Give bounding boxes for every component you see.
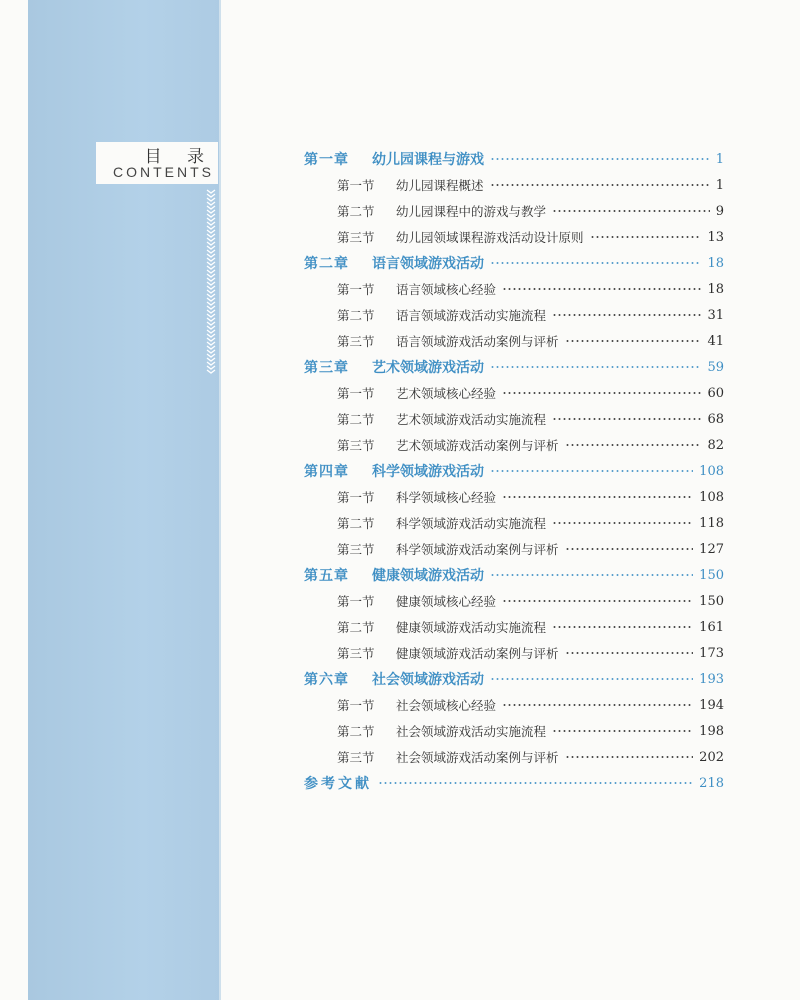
- toc-entry-number: 第三章: [304, 360, 349, 376]
- chevron-mark: [207, 210, 215, 213]
- toc-entry-title: 语言领域核心经验: [396, 282, 497, 297]
- toc-entry-number: 第一节: [337, 594, 375, 609]
- toc-page-number: 118: [699, 515, 724, 531]
- toc-entry-number: 第三节: [337, 750, 375, 765]
- toc-section-entry[interactable]: [304, 588, 724, 614]
- toc-page-number: 173: [699, 645, 724, 661]
- chevron-mark: [207, 222, 215, 225]
- toc-page-number: 193: [699, 671, 724, 687]
- dot-leader: [565, 756, 694, 758]
- chevron-mark: [207, 226, 215, 229]
- chevron-mark: [207, 242, 215, 245]
- dot-leader: [378, 782, 693, 784]
- toc-entry-number: 第四章: [304, 464, 349, 480]
- toc-page-number: 82: [707, 437, 724, 453]
- chevron-mark: [207, 238, 215, 241]
- toc-section-entry[interactable]: [304, 744, 724, 770]
- chevron-mark: [207, 362, 215, 365]
- dot-leader: [552, 522, 693, 524]
- chevron-mark: [207, 330, 215, 333]
- toc-section-entry[interactable]: [304, 484, 724, 510]
- toc-entry-title: 科学领域游戏活动: [372, 464, 484, 480]
- dot-leader: [502, 288, 701, 290]
- chevron-mark: [207, 190, 215, 193]
- toc-entry-number: 第二节: [337, 620, 375, 635]
- chevron-mark: [207, 306, 215, 309]
- toc-page-number: 31: [707, 307, 724, 323]
- toc-page-number: 198: [699, 723, 724, 739]
- toc-section-entry[interactable]: [304, 380, 724, 406]
- toc-entry-title: 语言领域游戏活动实施流程: [396, 308, 547, 323]
- toc-entry-number: 第一章: [304, 152, 349, 168]
- toc-page-number: 41: [707, 333, 724, 349]
- toc-entry-number: 第一节: [337, 386, 375, 401]
- toc-entry-number: 第三节: [337, 646, 375, 661]
- toc-section-entry[interactable]: [304, 718, 724, 744]
- toc-entry-number: 第三节: [337, 334, 375, 349]
- toc-entry-title: 参考文献: [304, 776, 372, 792]
- toc-section-entry[interactable]: [304, 536, 724, 562]
- toc-section-entry[interactable]: [304, 224, 724, 250]
- chevron-mark: [207, 278, 215, 281]
- toc-entry-title: 社会领域游戏活动案例与评析: [396, 750, 559, 765]
- chevron-mark: [207, 354, 215, 357]
- toc-chapter-entry[interactable]: [304, 666, 724, 692]
- dot-leader: [552, 730, 693, 732]
- toc-section-entry[interactable]: [304, 172, 724, 198]
- toc-page-number: 68: [707, 411, 724, 427]
- dot-leader: [502, 704, 693, 706]
- toc-entry-title: 艺术领域核心经验: [396, 386, 497, 401]
- toc-entry-title: 语言领域游戏活动: [372, 256, 484, 272]
- toc-page-number: 194: [699, 697, 724, 713]
- chevron-mark: [207, 282, 215, 285]
- chevron-mark: [207, 346, 215, 349]
- toc-entry-title: 艺术领域游戏活动实施流程: [396, 412, 547, 427]
- dot-leader: [590, 236, 702, 238]
- toc-section-entry[interactable]: [304, 510, 724, 536]
- toc-entry-title: 幼儿园课程概述: [396, 178, 484, 193]
- toc-page-number: 1: [715, 177, 724, 193]
- dot-leader: [490, 184, 710, 186]
- dot-leader: [490, 158, 710, 160]
- toc-entry-number: 第一节: [337, 282, 375, 297]
- dot-leader: [490, 574, 693, 576]
- toc-page-number: 13: [707, 229, 724, 245]
- toc-entry-title: 健康领域游戏活动案例与评析: [396, 646, 559, 661]
- toc-page-number: 18: [707, 281, 724, 297]
- chevron-mark: [207, 198, 215, 201]
- toc-entry-number: 第二章: [304, 256, 349, 272]
- chevron-mark: [207, 302, 215, 305]
- chevron-decoration-icon: [204, 188, 218, 378]
- chevron-mark: [207, 218, 215, 221]
- toc-section-entry[interactable]: [304, 328, 724, 354]
- toc-entry-number: 第三节: [337, 542, 375, 557]
- chevron-mark: [207, 262, 215, 265]
- toc-entry-title: 语言领域游戏活动案例与评析: [396, 334, 559, 349]
- chevron-mark: [207, 270, 215, 273]
- toc-section-entry[interactable]: [304, 276, 724, 302]
- dot-leader: [552, 314, 701, 316]
- toc-page-number: 1: [715, 151, 724, 167]
- toc-section-entry[interactable]: [304, 198, 724, 224]
- toc-entry-number: 第三节: [337, 230, 375, 245]
- toc-page-number: 150: [699, 593, 724, 609]
- toc-entry-title: 社会领域游戏活动实施流程: [396, 724, 547, 739]
- chevron-mark: [207, 350, 215, 353]
- toc-page-number: 9: [715, 203, 724, 219]
- dot-leader: [490, 470, 693, 472]
- dot-leader: [490, 366, 701, 368]
- chevron-mark: [207, 290, 215, 293]
- chevron-mark: [207, 234, 215, 237]
- toc-entry-number: 第二节: [337, 204, 375, 219]
- toc-page-number: 202: [699, 749, 724, 765]
- chevron-mark: [207, 322, 215, 325]
- toc-entry-title: 科学领域游戏活动案例与评析: [396, 542, 559, 557]
- toc-entry-title: 艺术领域游戏活动案例与评析: [396, 438, 559, 453]
- toc-chapter-entry[interactable]: [304, 458, 724, 484]
- toc-section-entry[interactable]: [304, 614, 724, 640]
- chevron-mark: [207, 370, 215, 373]
- toc-references-entry[interactable]: [304, 770, 724, 796]
- chevron-mark: [207, 334, 215, 337]
- dot-leader: [565, 548, 694, 550]
- dot-leader: [502, 496, 693, 498]
- toc-section-entry[interactable]: [304, 302, 724, 328]
- toc-page-number: 161: [699, 619, 724, 635]
- chevron-mark: [207, 258, 215, 261]
- chevron-mark: [207, 358, 215, 361]
- toc-entry-number: 第二节: [337, 516, 375, 531]
- chevron-mark: [207, 266, 215, 269]
- chevron-mark: [207, 286, 215, 289]
- toc-entry-number: 第三节: [337, 438, 375, 453]
- toc-chapter-entry[interactable]: [304, 354, 724, 380]
- chevron-mark: [207, 314, 215, 317]
- chevron-mark: [207, 206, 215, 209]
- chevron-mark: [207, 342, 215, 345]
- toc-page-number: 18: [707, 255, 724, 271]
- dot-leader: [565, 652, 694, 654]
- toc-chapter-entry[interactable]: [304, 562, 724, 588]
- chevron-mark: [207, 310, 215, 313]
- toc-page-number: 218: [699, 775, 724, 791]
- chevron-mark: [207, 194, 215, 197]
- toc-entry-number: 第二节: [337, 412, 375, 427]
- toc-section-entry[interactable]: [304, 406, 724, 432]
- toc-entry-number: 第六章: [304, 672, 349, 688]
- chevron-mark: [207, 250, 215, 253]
- toc-entry-title: 艺术领域游戏活动: [372, 360, 484, 376]
- toc-page-number: 150: [699, 567, 724, 583]
- toc-entry-number: 第二节: [337, 308, 375, 323]
- chevron-mark: [207, 366, 215, 369]
- chevron-mark: [207, 294, 215, 297]
- contents-title-cn: 目 录: [144, 147, 214, 167]
- dot-leader: [552, 418, 701, 420]
- toc-page-number: 108: [699, 489, 724, 505]
- dot-leader: [565, 444, 702, 446]
- toc-entry-number: 第一节: [337, 178, 375, 193]
- toc-entry-title: 健康领域核心经验: [396, 594, 497, 609]
- dot-leader: [565, 340, 702, 342]
- toc-entry-title: 社会领域游戏活动: [372, 672, 484, 688]
- toc-entry-title: 幼儿园课程中的游戏与教学: [396, 204, 547, 219]
- chevron-mark: [207, 326, 215, 329]
- toc-chapter-entry[interactable]: [304, 146, 724, 172]
- chevron-mark: [207, 318, 215, 321]
- toc-chapter-entry[interactable]: [304, 250, 724, 276]
- chevron-mark: [207, 298, 215, 301]
- dot-leader: [502, 600, 693, 602]
- chevron-mark: [207, 202, 215, 205]
- chevron-mark: [207, 246, 215, 249]
- toc-entry-title: 科学领域游戏活动实施流程: [396, 516, 547, 531]
- toc-page-number: 59: [707, 359, 724, 375]
- toc-entry-title: 健康领域游戏活动实施流程: [396, 620, 547, 635]
- toc-page-number: 108: [699, 463, 724, 479]
- toc-entry-title: 社会领域核心经验: [396, 698, 497, 713]
- contents-heading: [96, 142, 218, 184]
- toc-section-entry[interactable]: [304, 432, 724, 458]
- toc-section-entry[interactable]: [304, 692, 724, 718]
- dot-leader: [490, 262, 701, 264]
- toc-entry-number: 第一节: [337, 490, 375, 505]
- toc-entry-title: 科学领域核心经验: [396, 490, 497, 505]
- dot-leader: [552, 626, 693, 628]
- toc-entry-title: 幼儿园领域课程游戏活动设计原则: [396, 230, 584, 245]
- table-of-contents: [304, 146, 724, 796]
- dot-leader: [552, 210, 710, 212]
- chevron-mark: [207, 214, 215, 217]
- toc-page-number: 60: [707, 385, 724, 401]
- chevron-mark: [207, 254, 215, 257]
- toc-page-number: 127: [699, 541, 724, 557]
- toc-section-entry[interactable]: [304, 640, 724, 666]
- chevron-mark: [207, 338, 215, 341]
- contents-title-en: CONTENTS: [113, 164, 214, 180]
- dot-leader: [502, 392, 701, 394]
- toc-entry-number: 第五章: [304, 568, 349, 584]
- toc-entry-number: 第二节: [337, 724, 375, 739]
- chevron-mark: [207, 274, 215, 277]
- side-band-edge: [219, 0, 221, 1000]
- dot-leader: [490, 678, 693, 680]
- toc-entry-title: 幼儿园课程与游戏: [372, 152, 484, 168]
- toc-entry-number: 第一节: [337, 698, 375, 713]
- toc-entry-title: 健康领域游戏活动: [372, 568, 484, 584]
- chevron-mark: [207, 230, 215, 233]
